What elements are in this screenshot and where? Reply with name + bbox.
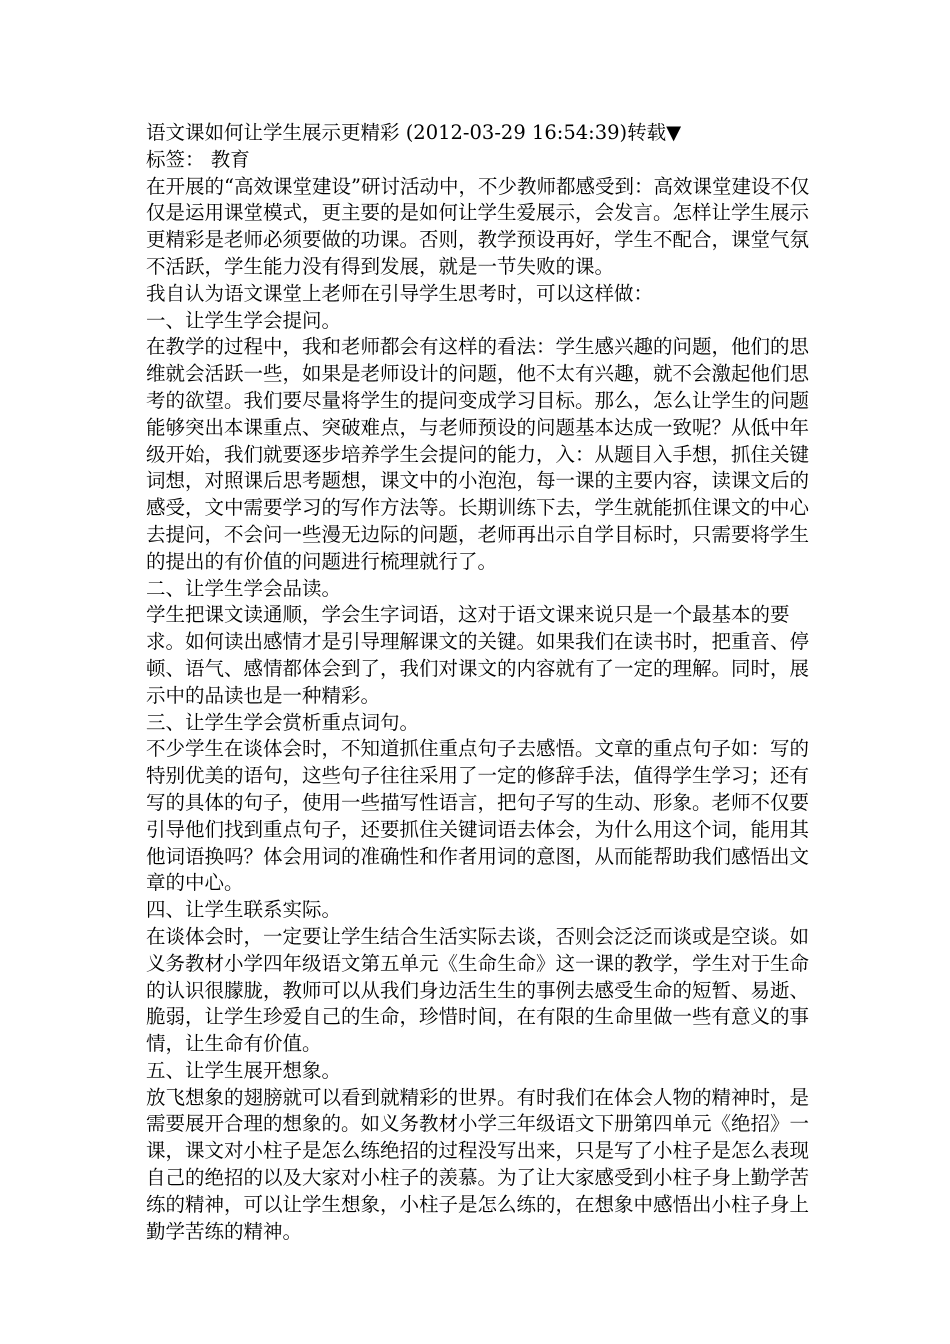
section-body-2: 学生把课文读通顺，学会生字词语，这对于语文课来说只是一个最基本的要求。如何读出感情才是引导理解课文的关键。如果我们在读书时，把重音、停顿、语气、感情都体会到了，我们对课文的内容就有了一定的理解。同时，展示中的品读也是一种精彩。 — [146, 603, 810, 707]
section-heading-4: 四、让学生联系实际。 — [146, 898, 342, 922]
paragraph-lead-in: 我自认为语文课堂上老师在引导学生思考时，可以这样做： — [146, 281, 654, 305]
paragraph-intro: 在开展的“高效课堂建设”研讨活动中，不少教师都感受到：高效课堂建设不仅仅是运用课堂模式，更主要的是如何让学生爱展示，会发言。怎样让学生展示更精彩是老师必须要做的功课。否则，教学预设再好，学生不配合，课堂气氛不活跃，学生能力没有得到发展，就是一节失败的课。 — [146, 174, 810, 278]
section-heading-5: 五、让学生展开想象。 — [146, 1058, 342, 1082]
section-heading-3: 三、让学生学会赏析重点词句。 — [146, 710, 420, 734]
document-page — [146, 120, 810, 1245]
document-title: 语文课如何让学生展示更精彩 (2012-03-29 16:54:39)转载▼ — [146, 121, 682, 144]
section-body-5: 放飞想象的翅膀就可以看到就精彩的世界。有时我们在体会人物的精神时，是需要展开合理的想象的。如义务教材小学三年级语文下册第四单元《绝招》一课，课文对小柱子是怎么练绝招的过程没写出来，只是写了小柱子是怎么表现自己的绝招的以及大家对小柱子的羡慕。为了让大家感受到小柱子身上勤学苦练的精神，可以让学生想象，小柱子是怎么练的，在想象中感悟出小柱子身上勤学苦练的精神。 — [146, 1085, 810, 1243]
section-body-3: 不少学生在谈体会时，不知道抓住重点句子去感悟。文章的重点句子如：写的特别优美的语句，这些句子往往采用了一定的修辞手法，值得学生学习；还有写的具体的句子，使用一些描写性语言，把句子写的生动、形象。老师不仅要引导他们找到重点句子，还要抓住关键词语去体会，为什么用这个词，能用其他词语换吗？体会用词的准确性和作者用词的意图，从而能帮助我们感悟出文章的中心。 — [146, 737, 810, 895]
section-body-4: 在谈体会时，一定要让学生结合生活实际去谈，否则会泛泛而谈或是空谈。如义务教材小学四年级语文第五单元《生命生命》这一课的教学，学生对于生命的认识很朦胧，教师可以从我们身边活生生的事例去感受生命的短暂、易逝、脆弱，让学生珍爱自己的生命，珍惜时间，在有限的生命里做一些有意义的事情，让生命有价值。 — [146, 924, 810, 1056]
section-heading-1: 一、让学生学会提问。 — [146, 308, 342, 332]
section-body-1: 在教学的过程中，我和老师都会有这样的看法：学生感兴趣的问题，他们的思维就会活跃一些，如果是老师设计的问题，他不太有兴趣，就不会激起他们思考的欲望。我们要尽量将学生的提问变成学习目标。那么，怎么让学生的问题能够突出本课重点、突破难点，与老师预设的问题基本达成一致呢？从低中年级开始，我们就要逐步培养学生会提问的能力，入：从题目入手想，抓住关键词想，对照课后思考题想，课文中的小泡泡，每一课的主要内容，读课文后的感受，文中需要学习的写作方法等。长期训练下去，学生就能抓住课文的中心去提问，不会问一些漫无边际的问题，老师再出示自学目标时，只需要将学生的提出的有价值的问题进行梳理就行了。 — [146, 335, 810, 573]
tags-line: 标签： 教育 — [146, 147, 250, 171]
section-heading-2: 二、让学生学会品读。 — [146, 576, 342, 600]
